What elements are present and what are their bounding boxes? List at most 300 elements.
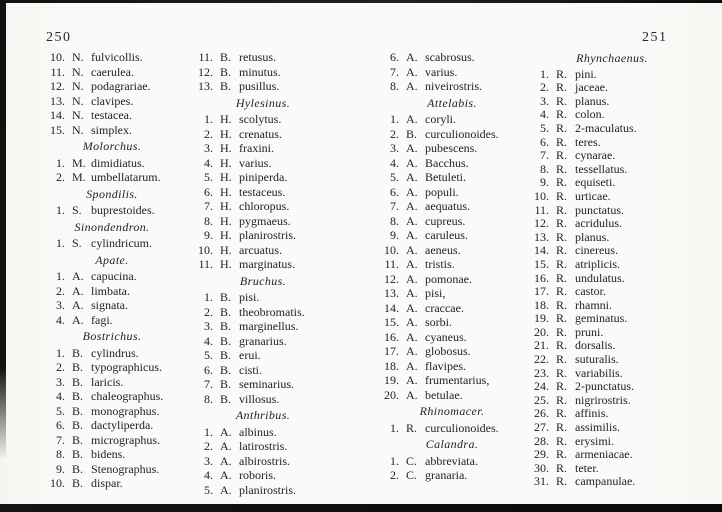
species-entry xyxy=(378,156,540,171)
species-entry xyxy=(192,228,348,243)
species-entry xyxy=(44,313,194,328)
species-name: cyaneus. xyxy=(425,329,467,344)
genus-abbrev: A. xyxy=(406,344,418,358)
genus-abbrev: A. xyxy=(406,387,418,402)
species-entry xyxy=(192,305,348,320)
species-name: pubescens. xyxy=(425,141,478,155)
entry-number: 13. xyxy=(384,286,399,300)
genus-abbrev: N. xyxy=(72,93,84,108)
species-entry xyxy=(528,190,710,204)
species-name: marginellus. xyxy=(239,319,299,333)
genus-abbrev: R. xyxy=(556,406,568,421)
species-entry xyxy=(528,244,710,258)
species-name: villosus. xyxy=(239,391,280,406)
genus-abbrev: R. xyxy=(556,284,568,299)
entry-number: 2. xyxy=(390,468,399,482)
genus-abbrev: B. xyxy=(72,476,84,490)
species-name: campanulae. xyxy=(575,474,636,489)
species-name: curculionoides. xyxy=(425,420,499,435)
genus-abbrev: B. xyxy=(220,50,232,64)
genus-abbrev: A. xyxy=(406,155,418,170)
entry-number: 24. xyxy=(534,379,549,394)
species-entry xyxy=(378,185,540,200)
species-name: variabilis. xyxy=(575,365,623,380)
species-name: erysimi. xyxy=(575,433,614,448)
species-name: pisi, xyxy=(425,286,446,300)
species-name: pisi. xyxy=(239,290,260,304)
species-name: latirostris. xyxy=(239,439,288,453)
genus-abbrev: R. xyxy=(556,175,568,190)
species-entry xyxy=(528,149,710,163)
species-entry xyxy=(192,170,348,185)
species-name: cisti. xyxy=(239,362,262,377)
species-name: retusus. xyxy=(239,50,276,64)
species-entry xyxy=(378,79,540,94)
species-name: teres. xyxy=(575,134,601,149)
genus-header: Rhinomacer. xyxy=(419,404,485,418)
genus-abbrev: R. xyxy=(556,392,568,407)
species-entry xyxy=(528,272,710,286)
species-entry xyxy=(378,228,540,243)
genus-abbrev: R. xyxy=(556,161,568,176)
genus-abbrev: R. xyxy=(556,324,568,339)
scan-border-top xyxy=(0,0,722,3)
entry-number: 1. xyxy=(56,345,65,360)
species-entry xyxy=(378,65,540,80)
species-entry xyxy=(192,290,348,305)
species-name: 2-punctatus. xyxy=(575,379,634,394)
entry-number: 6. xyxy=(540,134,549,149)
species-name: signata. xyxy=(91,298,128,312)
species-entry xyxy=(528,204,710,218)
species-entry xyxy=(378,315,540,330)
genus-header: Attelabis. xyxy=(427,95,477,110)
entry-number: 12. xyxy=(534,216,549,231)
species-name: pruni. xyxy=(575,324,604,339)
entry-number: 2. xyxy=(56,283,65,298)
genus-header: Molorchus. xyxy=(82,139,142,153)
species-entry xyxy=(528,68,710,82)
genus-abbrev: A. xyxy=(220,439,232,453)
species-name: scolytus. xyxy=(239,112,282,126)
genus-abbrev: H. xyxy=(220,170,232,184)
species-name: piniperda. xyxy=(239,170,288,184)
entry-number: 26. xyxy=(534,406,549,421)
species-name: fraxini. xyxy=(239,141,274,155)
entry-number: 3. xyxy=(204,319,213,333)
species-name: 2-maculatus. xyxy=(575,120,637,135)
genus-abbrev: H. xyxy=(220,184,232,199)
species-name: suturalis. xyxy=(575,352,619,367)
genus-abbrev: B. xyxy=(72,389,84,403)
entry-number: 4. xyxy=(540,107,549,122)
entry-number: 2. xyxy=(204,439,213,453)
genus-abbrev: H. xyxy=(220,112,232,126)
genus-header: Hylesinus. xyxy=(235,95,291,110)
species-name: seminarius. xyxy=(239,377,294,391)
entry-number: 10. xyxy=(534,188,549,203)
species-entry xyxy=(192,199,348,214)
species-entry xyxy=(192,377,348,392)
genus-abbrev: A. xyxy=(406,329,418,344)
entry-number: 4. xyxy=(204,333,213,348)
entry-number: 1. xyxy=(204,290,213,304)
species-entry xyxy=(528,407,710,421)
species-entry xyxy=(528,421,710,435)
species-name: geminatus. xyxy=(575,311,628,326)
entry-number: 10. xyxy=(384,242,399,257)
entry-number: 14. xyxy=(534,243,549,258)
species-name: capucina. xyxy=(91,269,137,283)
species-entry xyxy=(192,363,348,378)
species-name: theobromatis. xyxy=(239,304,305,319)
entry-number: 6. xyxy=(204,362,213,377)
entry-number: 12. xyxy=(384,271,399,286)
species-entry xyxy=(378,141,540,156)
entry-number: 12. xyxy=(50,79,65,93)
entry-number: 6. xyxy=(390,50,399,64)
species-name: armeniacae. xyxy=(575,447,633,462)
species-entry xyxy=(528,285,710,299)
species-entry xyxy=(44,404,194,419)
species-entry xyxy=(44,123,194,138)
species-name: jaceae. xyxy=(575,80,608,95)
species-entry xyxy=(528,299,710,313)
genus-abbrev: A. xyxy=(406,112,418,126)
genus-abbrev: B. xyxy=(72,403,84,418)
genus-abbrev: R. xyxy=(556,188,568,203)
species-entry xyxy=(44,170,194,185)
genus-abbrev: R. xyxy=(556,365,568,380)
species-entry xyxy=(378,127,540,142)
genus-abbrev: R. xyxy=(556,243,568,258)
species-name: erui. xyxy=(239,348,261,362)
species-name: niveirostris. xyxy=(425,79,482,93)
species-entry xyxy=(192,483,348,498)
genus-abbrev: A. xyxy=(406,170,418,184)
genus-abbrev: R. xyxy=(556,93,568,108)
species-entry xyxy=(192,79,348,94)
genus-abbrev: B. xyxy=(220,64,232,79)
species-name: sorbi. xyxy=(425,315,452,329)
entry-number: 1. xyxy=(204,112,213,126)
entry-number: 16. xyxy=(534,270,549,285)
species-name: tristis. xyxy=(425,257,455,271)
genus-abbrev: R. xyxy=(556,66,568,81)
species-name: assimilis. xyxy=(575,420,621,435)
species-entry xyxy=(528,339,710,353)
species-name: flavipes. xyxy=(425,358,466,373)
entry-number: 3. xyxy=(56,298,65,312)
genus-abbrev: B. xyxy=(72,360,84,374)
species-name: cinereus. xyxy=(575,243,618,258)
genus-abbrev: A. xyxy=(406,50,418,64)
genus-abbrev: B. xyxy=(406,126,418,141)
species-entry xyxy=(192,392,348,407)
species-name: Stenographus. xyxy=(91,461,160,476)
genus-abbrev: B. xyxy=(220,333,232,348)
genus-abbrev: A. xyxy=(72,298,84,312)
entry-number: 3. xyxy=(540,93,549,108)
entry-number: 7. xyxy=(204,199,213,213)
species-name: marginatus. xyxy=(239,257,296,271)
genus-abbrev: A. xyxy=(406,358,418,373)
species-entry xyxy=(192,257,348,272)
species-name: crenatus. xyxy=(239,126,282,141)
genus-abbrev: B. xyxy=(72,447,84,461)
species-entry xyxy=(528,326,710,340)
species-name: typographicus. xyxy=(91,360,162,374)
genus-header: Bostrichus. xyxy=(82,329,142,343)
species-name: coryli. xyxy=(425,112,456,126)
entry-number: 10. xyxy=(198,242,213,257)
genus-abbrev: A. xyxy=(406,199,418,213)
entry-number: 10. xyxy=(50,476,65,490)
genus-abbrev: R. xyxy=(556,311,568,326)
species-name: simplex. xyxy=(91,122,132,137)
species-name: dimidiatus. xyxy=(91,155,145,170)
species-entry xyxy=(44,418,194,433)
species-name: pusillus. xyxy=(239,79,280,93)
entry-number: 5. xyxy=(540,120,549,135)
species-name: fagi. xyxy=(91,312,113,327)
species-name: micrographus. xyxy=(91,432,160,447)
page-number-left: 250 xyxy=(46,30,72,45)
species-entry xyxy=(378,50,540,65)
genus-abbrev: R. xyxy=(556,433,568,448)
species-entry xyxy=(192,141,348,156)
species-name: curculionoides. xyxy=(425,126,499,141)
genus-abbrev: R. xyxy=(556,256,568,271)
species-entry xyxy=(192,127,348,142)
species-entry xyxy=(44,50,194,65)
genus-abbrev: N. xyxy=(72,64,84,79)
genus-abbrev: R. xyxy=(556,216,568,231)
genus-abbrev: M. xyxy=(72,170,86,184)
entry-number: 1. xyxy=(56,203,65,217)
genus-abbrev: H. xyxy=(220,257,232,271)
species-entry xyxy=(378,421,540,436)
genus-abbrev: H. xyxy=(220,141,232,155)
entry-number: 8. xyxy=(204,213,213,228)
species-entry xyxy=(378,272,540,287)
species-entry xyxy=(44,203,194,218)
entry-number: 1. xyxy=(56,269,65,283)
species-entry xyxy=(528,217,710,231)
species-name: chloropus. xyxy=(239,199,290,213)
species-name: cylindrus. xyxy=(91,345,139,360)
species-entry xyxy=(192,454,348,469)
entry-number: 1. xyxy=(390,112,399,126)
entry-number: 7. xyxy=(390,199,399,213)
genus-abbrev: A. xyxy=(72,312,84,327)
genus-abbrev: H. xyxy=(220,126,232,141)
entry-number: 4. xyxy=(56,312,65,327)
entry-number: 8. xyxy=(56,447,65,461)
species-entry xyxy=(378,170,540,185)
entry-number: 9. xyxy=(540,175,549,190)
entry-number: 21. xyxy=(534,338,549,353)
entry-number: 9. xyxy=(204,228,213,242)
entry-number: 17. xyxy=(534,284,549,299)
genus-abbrev: A. xyxy=(406,228,418,242)
genus-abbrev: B. xyxy=(72,345,84,360)
entry-number: 28. xyxy=(534,433,549,448)
species-name: roboris. xyxy=(239,468,276,482)
genus-abbrev: B. xyxy=(72,418,84,432)
genus-abbrev: A. xyxy=(406,242,418,257)
species-name: Betuleti. xyxy=(425,170,466,184)
entry-number: 17. xyxy=(384,344,399,358)
entry-number: 4. xyxy=(390,155,399,170)
species-name: umbellatarum. xyxy=(91,170,161,184)
species-entry xyxy=(378,301,540,316)
genus-abbrev: A. xyxy=(406,64,418,79)
species-name: dorsalis. xyxy=(575,338,616,353)
species-entry xyxy=(192,319,348,334)
species-name: equiseti. xyxy=(575,175,616,190)
species-name: dispar. xyxy=(91,476,123,490)
column-right-page-2 xyxy=(528,50,710,489)
species-name: aeneus. xyxy=(425,242,461,257)
species-name: atriplicis. xyxy=(575,256,620,271)
species-entry xyxy=(44,269,194,284)
species-entry xyxy=(528,258,710,272)
genus-abbrev: C. xyxy=(406,453,418,468)
genus-abbrev: R. xyxy=(556,148,568,163)
genus-abbrev: H. xyxy=(220,155,232,170)
species-name: pygmaeus. xyxy=(239,213,291,228)
entry-number: 30. xyxy=(534,460,549,475)
species-entry xyxy=(44,433,194,448)
genus-abbrev: R. xyxy=(556,447,568,462)
genus-header: Anthribus. xyxy=(235,408,291,422)
species-entry xyxy=(192,243,348,258)
genus-abbrev: A. xyxy=(406,315,418,329)
genus-abbrev: B. xyxy=(220,290,232,304)
genus-abbrev: B. xyxy=(220,362,232,377)
species-entry xyxy=(44,298,194,313)
species-entry xyxy=(378,454,540,469)
species-entry xyxy=(192,439,348,454)
species-entry xyxy=(528,163,710,177)
entry-number: 20. xyxy=(384,387,399,402)
genus-abbrev: A. xyxy=(406,184,418,199)
species-name: testacea. xyxy=(91,108,132,122)
entry-number: 4. xyxy=(204,468,213,482)
species-name: acridulus. xyxy=(575,216,622,231)
species-entry xyxy=(192,468,348,483)
entry-number: 2. xyxy=(390,126,399,141)
genus-header: Rhynchaenus. xyxy=(576,51,648,65)
genus-abbrev: R. xyxy=(556,352,568,367)
species-name: aequatus. xyxy=(425,199,470,213)
genus-abbrev: B. xyxy=(72,374,84,389)
genus-abbrev: B. xyxy=(72,461,84,476)
genus-abbrev: R. xyxy=(556,202,568,217)
entry-number: 27. xyxy=(534,420,549,435)
entry-number: 3. xyxy=(204,141,213,155)
entry-number: 2. xyxy=(540,80,549,95)
species-name: castor. xyxy=(575,284,606,299)
species-name: cupreus. xyxy=(425,213,466,228)
species-entry xyxy=(378,373,540,388)
species-entry xyxy=(378,214,540,229)
species-entry xyxy=(528,108,710,122)
entry-number: 22. xyxy=(534,352,549,367)
species-name: bidens. xyxy=(91,447,126,461)
entry-number: 5. xyxy=(204,170,213,184)
entry-number: 23. xyxy=(534,365,549,380)
genus-header: Bruchus. xyxy=(239,273,287,288)
entry-number: 15. xyxy=(534,256,549,271)
entry-number: 7. xyxy=(56,432,65,447)
genus-abbrev: B. xyxy=(72,432,84,447)
entry-number: 6. xyxy=(56,418,65,432)
species-entry xyxy=(192,185,348,200)
species-entry xyxy=(44,462,194,477)
genus-abbrev: R. xyxy=(556,229,568,244)
species-name: punctatus. xyxy=(575,202,624,217)
genus-abbrev: A. xyxy=(406,257,418,271)
entry-number: 11. xyxy=(384,257,399,271)
genus-abbrev: A. xyxy=(72,283,84,298)
genus-abbrev: R. xyxy=(556,420,568,435)
species-entry xyxy=(44,156,194,171)
genus-abbrev: N. xyxy=(72,50,84,64)
entry-number: 8. xyxy=(390,213,399,228)
species-entry xyxy=(528,122,710,136)
genus-header: Apate. xyxy=(95,252,129,267)
entry-number: 11. xyxy=(198,257,213,271)
entry-number: 20. xyxy=(534,324,549,339)
genus-abbrev: R. xyxy=(556,379,568,394)
entry-number: 31. xyxy=(534,474,549,489)
genus-abbrev: S. xyxy=(72,203,82,217)
species-entry xyxy=(192,65,348,80)
entry-number: 8. xyxy=(390,79,399,93)
column-right-page-1 xyxy=(378,50,540,483)
entry-number: 15. xyxy=(384,315,399,329)
genus-abbrev: A. xyxy=(220,424,232,439)
genus-abbrev: N. xyxy=(72,79,84,93)
species-entry xyxy=(44,360,194,375)
species-entry xyxy=(192,214,348,229)
genus-abbrev: A. xyxy=(220,468,232,482)
species-entry xyxy=(44,476,194,491)
species-name: clavipes. xyxy=(91,93,134,108)
page-number-right: 251 xyxy=(642,30,668,45)
scan-border-left xyxy=(0,0,6,460)
genus-abbrev: H. xyxy=(220,228,232,242)
species-entry xyxy=(528,176,710,190)
entry-number: 18. xyxy=(534,297,549,312)
species-name: monographus. xyxy=(91,403,160,418)
species-name: laricis. xyxy=(91,374,124,389)
species-name: podagrariae. xyxy=(91,79,151,93)
species-entry xyxy=(378,388,540,403)
genus-abbrev: A. xyxy=(406,373,418,387)
species-name: planus. xyxy=(575,93,610,108)
entry-number: 1. xyxy=(56,236,65,250)
species-entry xyxy=(44,375,194,390)
species-entry xyxy=(378,257,540,272)
species-name: granarius. xyxy=(239,333,287,348)
species-name: arcuatus. xyxy=(239,242,282,257)
entry-number: 1. xyxy=(540,66,549,81)
entry-number: 13. xyxy=(198,79,213,93)
species-name: caerulea. xyxy=(91,64,134,79)
